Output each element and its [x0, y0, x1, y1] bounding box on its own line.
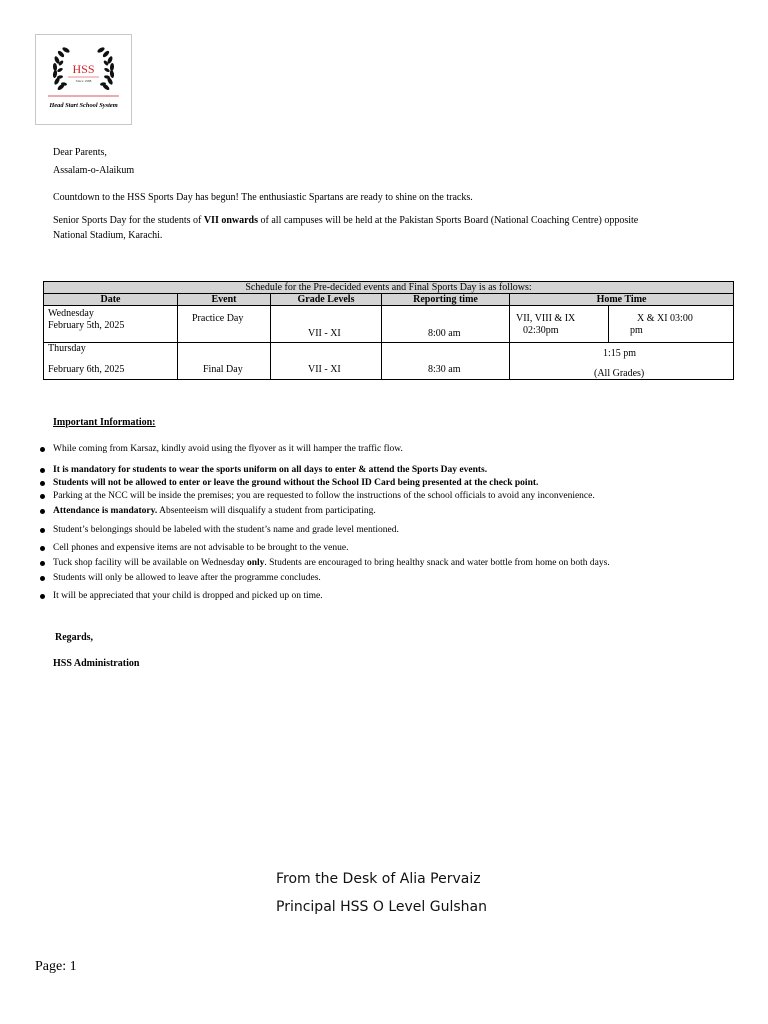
table-row [44, 306, 734, 343]
row1-home-b1: X & XI 03:00 [637, 313, 693, 324]
bullet-icon [40, 481, 45, 486]
row2-report: 8:30 am [428, 364, 461, 375]
row2-event: Final Day [203, 364, 243, 375]
bullet-text: Students will not be allowed to enter or leave the ground without the School ID Card being presented at the check point. [53, 478, 539, 488]
bullet-icon [40, 509, 45, 514]
bullet-text: It is mandatory for students to wear the sports uniform on all days to enter & attend the Sports Day events. [53, 465, 488, 475]
school-logo [35, 34, 132, 125]
bullet-text: While coming from Karsaz, kindly avoid using the flyover as it will hamper the traffic flow. [53, 444, 403, 454]
schedule-table [43, 281, 734, 380]
row2-grade: VII - XI [308, 364, 341, 375]
paragraph-venue [53, 213, 713, 243]
venue-grades: VII onwards [203, 215, 259, 226]
schedule-caption: Schedule for the Pre-decided events and Final Sports Day is as follows: [44, 282, 734, 294]
bullet-text [53, 557, 610, 569]
bullet-text: Parking at the NCC will be inside the premises; you are requested to follow the instructions of the school officials to avoid any inconvenience. [53, 491, 595, 501]
bullet-icon [40, 468, 45, 473]
col-header-grade: Grade Levels [271, 294, 382, 306]
row2-date: February 6th, 2025 [48, 364, 125, 375]
cell-reporting [382, 306, 510, 343]
col-header-event: Event [178, 294, 271, 306]
row1-day: Wednesday [48, 308, 94, 319]
cell-grade [271, 343, 382, 380]
bullet-icon [40, 561, 45, 566]
bullet-bold: only [246, 558, 265, 568]
signature-line-2: Principal HSS O Level Gulshan [276, 899, 487, 915]
row1-event: Practice Day [192, 313, 244, 324]
table-row [44, 343, 734, 380]
row2-home1: 1:15 pm [603, 348, 637, 359]
row2-home2: (All Grades) [594, 368, 645, 379]
bullet-icon [40, 594, 45, 599]
bullet-text: Students will only be allowed to leave after the programme concludes. [53, 573, 321, 583]
row1-report: 8:00 am [428, 328, 461, 339]
bullet-text: It will be appreciated that your child is dropped and picked up on time. [53, 591, 323, 601]
cell-home [510, 343, 734, 380]
bullet-text: Student’s belongings should be labeled with the student’s name and grade level mentioned. [53, 525, 399, 535]
page-number: Page: 1 [35, 959, 77, 974]
venue-text-b: of all campuses will be held at the Pakistan Sports Board (National Coaching Centre) opposite [258, 215, 639, 226]
bullet-icon [40, 447, 45, 452]
greeting: Assalam-o-Alaikum [53, 165, 135, 176]
laurel-wreath-icon [36, 35, 131, 101]
row1-home-b2: pm [630, 325, 643, 336]
bullet-rest: Absenteeism will disqualify a student from participating. [157, 506, 376, 516]
cell-home-a [510, 306, 609, 343]
cell-grade [271, 306, 382, 343]
venue-text-c: National Stadium, Karachi. [53, 230, 163, 241]
bullet-part-c: . Students are encouraged to bring healthy snack and water bottle from home on both days. [264, 558, 610, 568]
cell-date [44, 306, 178, 343]
bullet-bold: Attendance is mandatory. [53, 506, 158, 516]
bullet-part-a: Tuck shop facility will be available on Wednesday [53, 558, 247, 568]
bullet-icon [40, 528, 45, 533]
col-header-date: Date [44, 294, 178, 306]
row1-date: February 5th, 2025 [48, 320, 125, 331]
logo-text: HSS [72, 62, 95, 76]
bullet-text [53, 505, 376, 517]
row1-home-a2: 02:30pm [523, 325, 559, 336]
cell-event [178, 343, 271, 380]
col-header-home: Home Time [510, 294, 734, 306]
salutation: Dear Parents, [53, 147, 107, 158]
cell-home-b [609, 306, 734, 343]
cell-event [178, 306, 271, 343]
row2-day: Thursday [48, 343, 86, 354]
cell-date [44, 343, 178, 380]
bullet-text: Cell phones and expensive items are not advisable to be brought to the venue. [53, 543, 349, 553]
cell-reporting [382, 343, 510, 380]
bullet-icon [40, 546, 45, 551]
row1-home-a1: VII, VIII & IX [516, 313, 576, 324]
col-header-reporting: Reporting time [382, 294, 510, 306]
logo-est: Since 1988 [75, 79, 92, 83]
row1-grade: VII - XI [308, 328, 341, 339]
bullet-icon [40, 576, 45, 581]
closing-regards: Regards, [55, 632, 94, 643]
important-heading: Important Information: [53, 417, 156, 428]
bullet-icon [40, 494, 45, 499]
signature-line-1: From the Desk of Alia Pervaiz [276, 871, 481, 887]
closing-sender: HSS Administration [53, 658, 140, 669]
paragraph-intro: Countdown to the HSS Sports Day has begun! The enthusiastic Spartans are ready to shine on the tracks. [53, 192, 473, 203]
venue-text-a: Senior Sports Day for the students of [53, 215, 204, 226]
logo-tagline: Head Start School System [49, 102, 118, 109]
